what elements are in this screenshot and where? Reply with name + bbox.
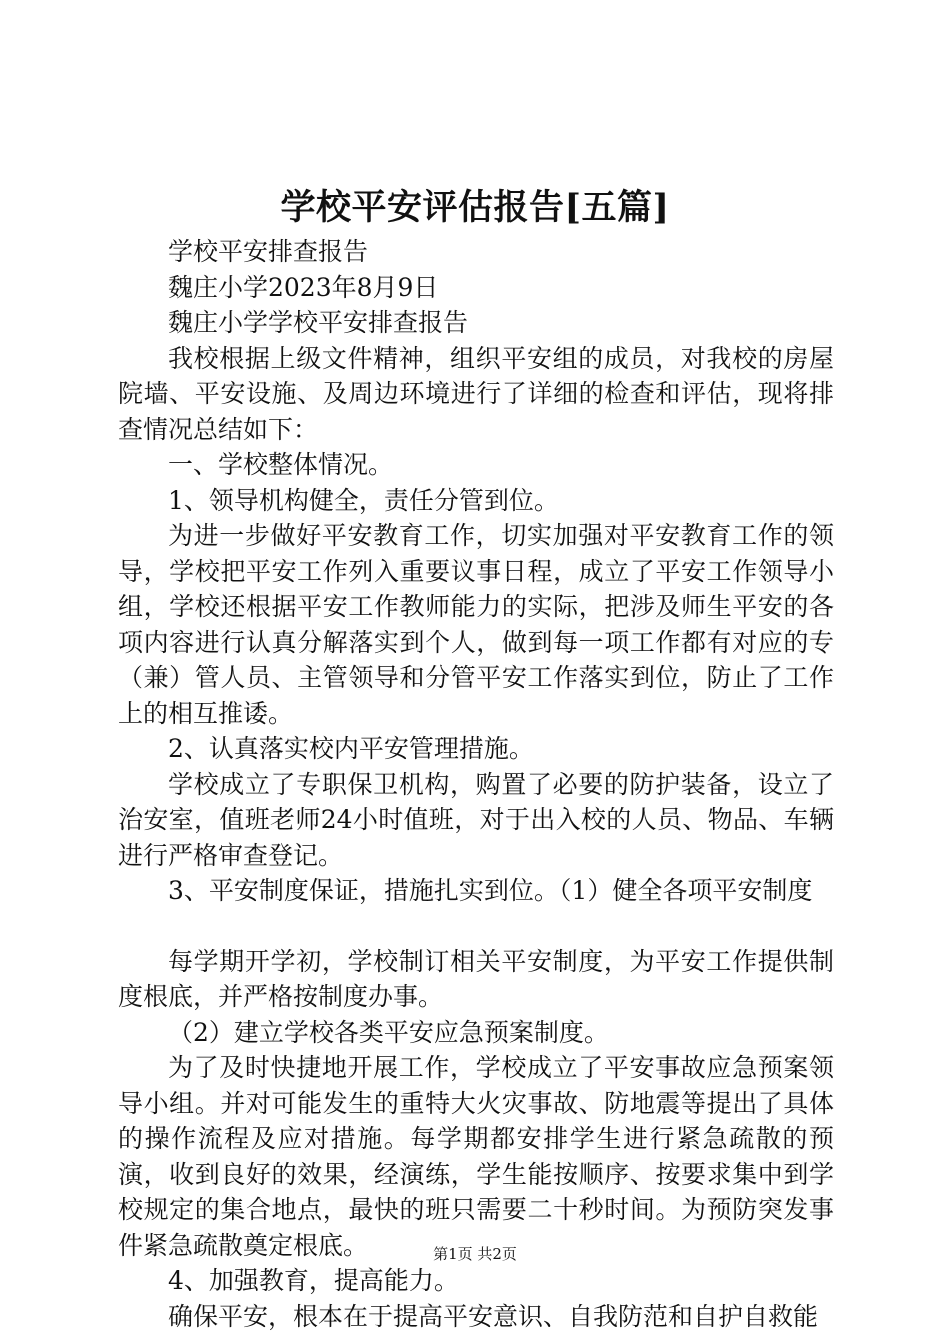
paragraph: 学校平安排查报告 <box>168 237 369 266</box>
paragraph: 一、学校整体情况。 <box>168 450 394 479</box>
paragraph: 为进一步做好平安教育工作，切实加强对平安教育工作的领导，学校把平安工作列入重要议事日程，成立了平安工作领导小组，学校还根据平安工作教师能力的实际，把涉及师生平安的各项内容进行认真分解落实到个人，做到每一项工作都有对应的专（兼）管人员、主管领导和分管平安工作落实到位，防止了工作上的相互推诿。 <box>118 521 834 728</box>
paragraph: 2、认真落实校内平安管理措施。 <box>168 734 534 763</box>
paragraph: 为了及时快捷地开展工作，学校成立了平安事故应急预案领导小组。并对可能发生的重特大火灾事故、防地震等提出了具体的操作流程及应对措施。每学期都安排学生进行紧急疏散的预演，收到良好的效果，经演练，学生能按顺序、按要求集中到学校规定的集合地点，最快的班只需要二十秒时间。为预防突发事件紧急疏散奠定根底。 <box>118 1053 834 1260</box>
paragraph: 3、平安制度保证，措施扎实到位。（1）健全各项平安制度 <box>168 876 813 905</box>
paragraph: 我校根据上级文件精神，组织平安组的成员，对我校的房屋院墙、平安设施、及周边环境进行了详细的检查和评估，现将排查情况总结如下： <box>118 343 834 444</box>
paragraph: 1、领导机构健全，责任分管到位。 <box>168 485 559 515</box>
paragraph: 4、加强教育，提高能力。 <box>168 1266 459 1295</box>
paragraph: 魏庄小学2023年8月9日 <box>168 272 439 302</box>
page-indicator: 第1页 共2页 <box>433 1245 517 1263</box>
paragraph: （2）建立学校各类平安应急预案制度。 <box>168 1017 609 1047</box>
document-body <box>118 234 834 1334</box>
document-title: 学校平安评估报告[五篇] <box>280 187 670 228</box>
paragraph: 魏庄小学学校平安排查报告 <box>168 308 469 337</box>
paragraph: 确保平安，根本在于提高平安意识、自我防范和自护自救能 <box>168 1301 819 1331</box>
paragraph: 每学期开学初，学校制订相关平安制度，为平安工作提供制度根底，并严格按制度办事。 <box>118 946 834 1011</box>
paragraph: 学校成立了专职保卫机构，购置了必要的防护装备，设立了治安室，值班老师24小时值班，对于出入校的人员、物品、车辆进行严格审查登记。 <box>118 769 834 870</box>
